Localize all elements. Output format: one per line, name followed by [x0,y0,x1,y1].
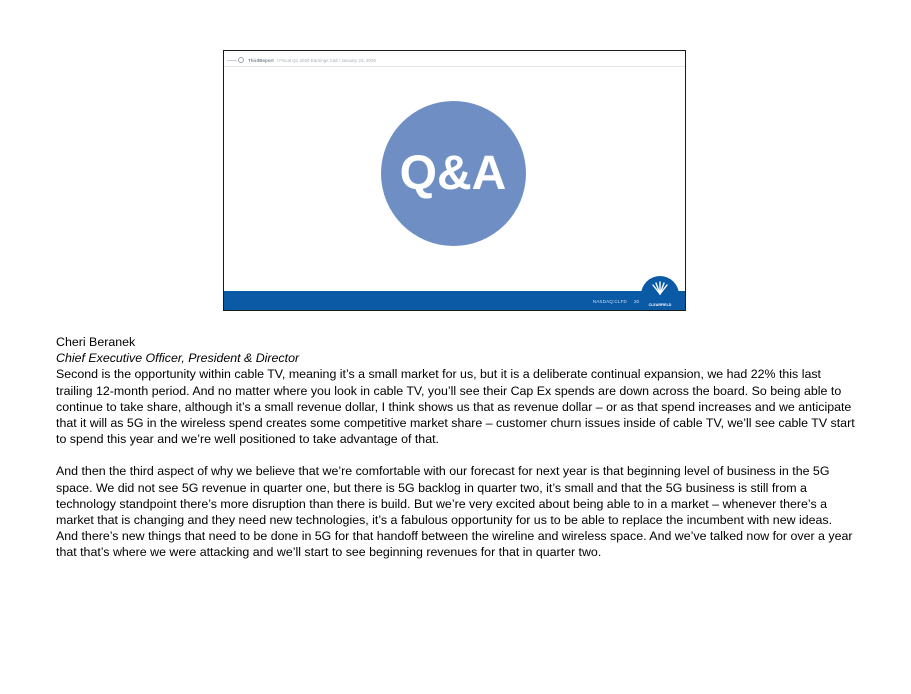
header-rule [224,66,685,67]
logo-shell-icon [650,281,670,295]
transcript-section [56,334,856,577]
presentation-slide [223,50,686,311]
header-divider [227,60,237,61]
footer-ticker: NASDAQ:CLFD [592,299,627,304]
qa-graphic [381,101,526,246]
transcript-paragraph: And then the third aspect of why we believe that we’re comfortable with our forecast for next year is that beginning level of business in the 5G space. We did not see 5G revenue in quarter one, but there is 5G backlog in quarter two, it’s small and that the 5G business is still from a technology standpoint there’s more disruption than there is build. But we’re very excited about being able to in a market – whenever there’s a market that is changing and they need new technologies, it’s a fabulous opportunity for us to be able to replace the incumbent with new ideas. And there’s new things that need to be done in 5G for that handoff between the wireline and wireless space. And we’ve talked now for over a year that that’s where we were attacking and we’ll start to see beginning revenues for that in quarter two. [56,464,853,560]
slide-page-number: 20 [633,299,639,304]
slide-header [224,54,685,66]
logo-wordmark: CLEARFIELD [648,303,672,307]
header-breadcrumb: / Fiscal Q1 2020 Earnings Call / January 23, 2020 [276,57,377,63]
qa-label: Q&A [399,147,507,200]
qa-circle [381,101,526,246]
speaker-name: Cheri Beranek [56,335,136,349]
speaker-title: Chief Executive Officer, President & Director [56,351,300,366]
company-logo [641,276,679,310]
transcript-paragraph: Second is the opportunity within cable TV, meaning it’s a small market for us, but it is a deliberate continual expansion, we had 22% this last trailing 12-month period. And no matter where you look in cable TV, you’ll see their Cap Ex spends are down across the board. So being able to continue to take share, although it’s a small revenue dollar, I think shows us that as revenue dollar – or as that spend increases and we anticipate that it will as 5G in the wireless spend creates some competitive market share – customer churn issues inside of cable TV, we’ll see cable TV start to spend this year and we’re well positioned to take advantage of that. [56,367,855,447]
header-brand: ThirdBeport [248,57,274,63]
header-circle-icon [238,57,244,63]
